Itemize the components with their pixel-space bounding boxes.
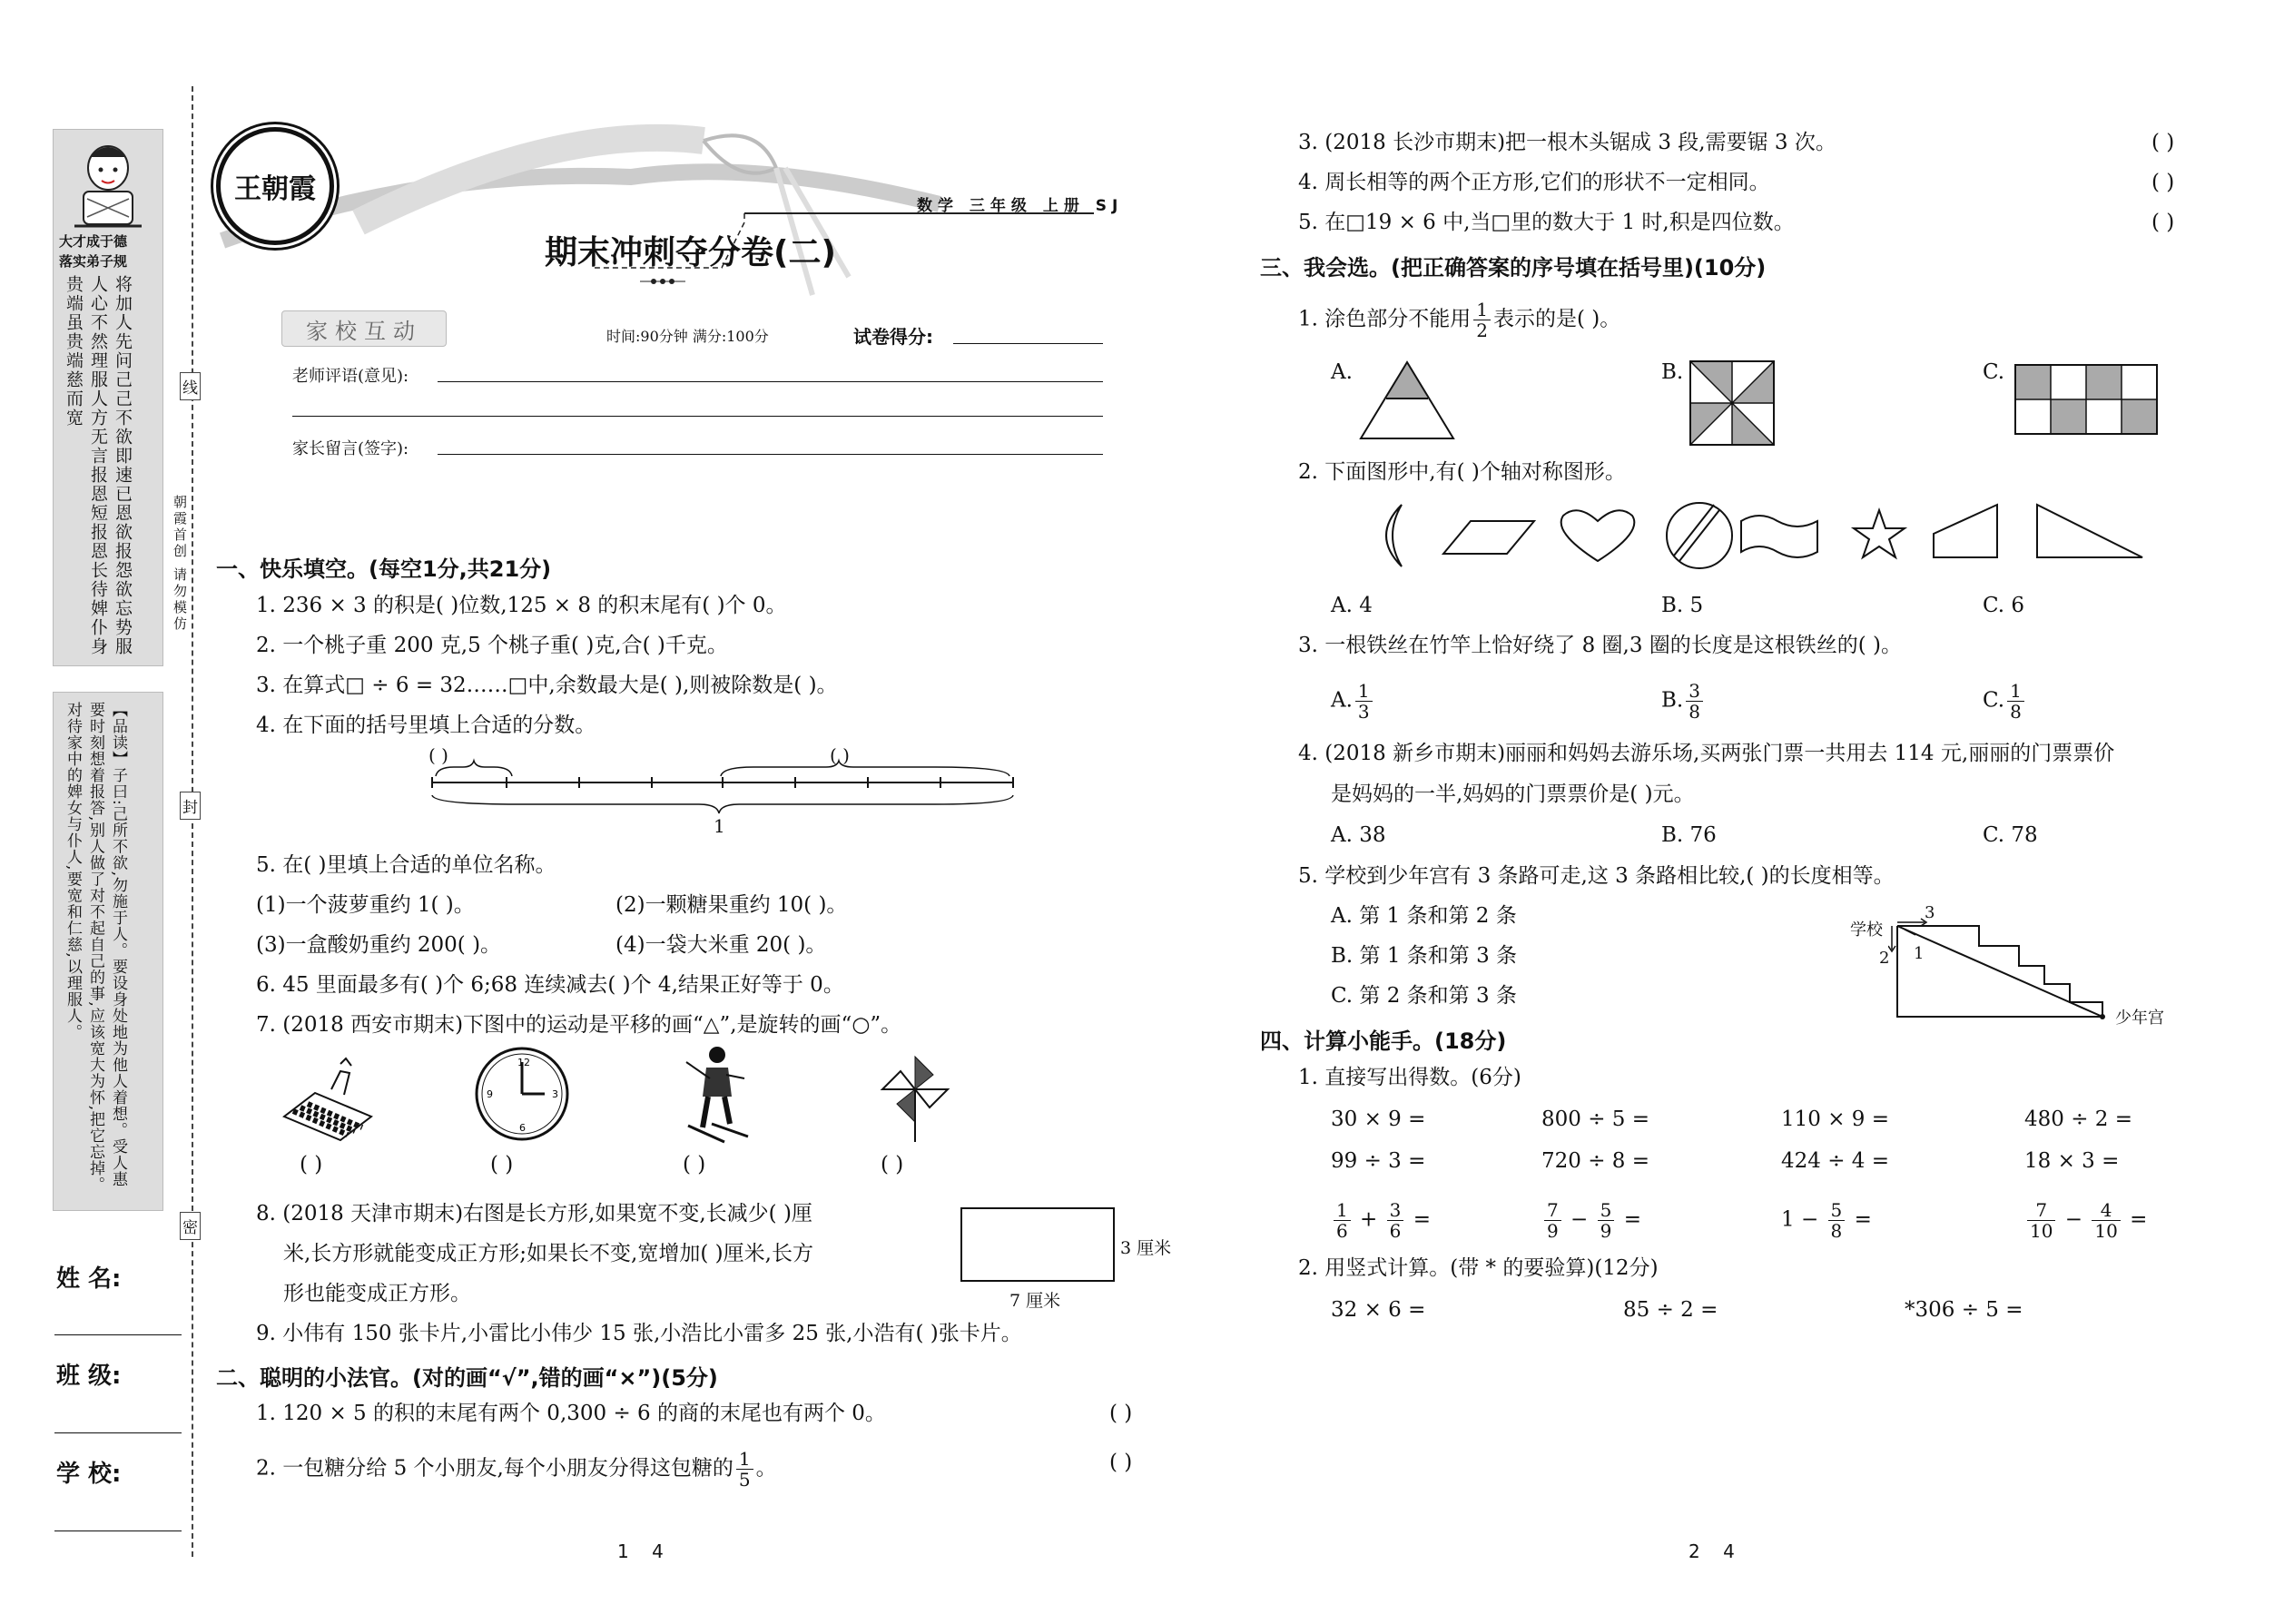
motto-box [53, 129, 163, 666]
motion-answer-2[interactable]: ( ) [490, 1153, 514, 1176]
proverb-text: 将加人先问己己不欲即速已恩欲报怨欲忘势服人心不然理服人方无言报恩短报恩长待婢仆身贵端虽贵端慈而宽 [64, 275, 133, 656]
section-2-title: 二、聪明的小法官。(对的画“√”,错的画“×”)(5分) [216, 1365, 718, 1391]
calc-row2-2: 720 ÷ 8 = [1541, 1149, 1650, 1173]
score-label: 试卷得分: [853, 326, 933, 348]
judge-4-answer[interactable]: ( ) [2151, 171, 2175, 194]
choice-5-option-b[interactable]: B. 第 1 条和第 3 条 [1331, 944, 1518, 968]
route-diagram [1888, 917, 2106, 1026]
choice-1-option-b[interactable]: B. [1661, 360, 1684, 384]
choice-5-option-a[interactable]: A. 第 1 条和第 2 条 [1331, 904, 1517, 928]
class-label: 班 级: [56, 1363, 122, 1390]
motion-answer-1[interactable]: ( ) [300, 1153, 323, 1176]
cut-mark-xian: 线 [180, 372, 201, 400]
choice-5: 5. 学校到少年宫有 3 条路可走,这 3 条路相比较,( )的长度相等。 [1298, 864, 1895, 888]
number-line [427, 744, 1026, 844]
calc-row1-4: 480 ÷ 2 = [2024, 1107, 2133, 1131]
route-2-label: 2 [1879, 949, 1890, 968]
judge-3-answer[interactable]: ( ) [2151, 131, 2175, 154]
question-1-2: 2. 一个桃子重 200 克,5 个桃子重( )克,合( )千克。 [256, 634, 728, 657]
choice-4-option-a[interactable]: A. 38 [1331, 823, 1386, 847]
judge-4: 4. 周长相等的两个正方形,它们的形状不一定相同。 [1298, 171, 1770, 194]
svg-text:12: 12 [517, 1057, 530, 1068]
header-decoration [195, 113, 1176, 322]
motto-bottom: 落实弟子规 [59, 253, 128, 270]
abacus-picture [277, 1053, 377, 1144]
parent-comment-label: 家长留言(签字): [292, 439, 409, 458]
choice-1-option-c[interactable]: C. [1983, 360, 2005, 384]
choice-3-option-a[interactable]: A. $\frac{1}{3}$ [1331, 681, 1375, 722]
question-1-6: 6. 45 里面最多有( )个 6;68 连续减去( )个 4,结果正好等于 0。 [256, 973, 844, 997]
calc-row3-2: $\frac{7}{9}$ − $\frac{5}{9}$ = [1541, 1200, 1641, 1241]
vertical-calc-1: 32 × 6 = [1331, 1298, 1426, 1322]
calc-row2-3: 424 ÷ 4 = [1781, 1149, 1890, 1173]
question-1-5-4: (4)一袋大米重 20( )。 [615, 933, 827, 957]
choice-3: 3. 一根铁丝在竹竿上恰好绕了 8 圈,3 圈的长度是这根铁丝的( )。 [1298, 634, 1903, 657]
skier-picture [679, 1042, 752, 1151]
svg-text:6: 6 [519, 1122, 526, 1134]
question-1-7: 7. (2018 西安市期末)下图中的运动是平移的画“△”,是旋转的画“○”。 [256, 1013, 902, 1037]
judge-1-answer[interactable]: ( ) [1109, 1402, 1133, 1425]
judge-2-text: 2. 一包糖分给 5 个小朋友,每个小朋友分得这包糖的 [256, 1456, 733, 1481]
question-1-1: 1. 236 × 3 的积是( )位数,125 × 8 的积末尾有( )个 0。 [256, 594, 787, 617]
one-fifth-fraction: $\frac{1}{5}$ [736, 1449, 753, 1490]
calc-row3-1: $\frac{1}{6}$ + $\frac{3}{6}$ = [1331, 1200, 1431, 1241]
sidebar [53, 129, 162, 1218]
calc-row1-2: 800 ÷ 5 = [1541, 1107, 1650, 1131]
calc-2: 2. 用竖式计算。(带 * 的要验算)(12分) [1298, 1256, 1659, 1280]
route-palace-label: 少年宫 [2115, 1009, 2164, 1028]
parent-comment-line[interactable] [438, 454, 1103, 455]
rectangle-figure [960, 1207, 1115, 1282]
option-a-triangle [1357, 359, 1457, 442]
question-1-5-1: (1)一个菠萝重约 1( )。 [256, 893, 475, 917]
section-3-title: 三、我会选。(把正确答案的序号填在括号里)(10分) [1260, 255, 1767, 281]
choice-3-option-b[interactable]: B. $\frac{3}{8}$ [1661, 681, 1706, 722]
choice-4-line-2: 是妈妈的一半,妈妈的门票票价是( )元。 [1331, 782, 1695, 806]
choice-1-option-a[interactable]: A. [1331, 360, 1353, 384]
choice-1: 1. 涂色部分不能用 $\frac{1}{2}$ 表示的是( )。 [1298, 299, 1621, 341]
section-1-title: 一、快乐填空。(每空1分,共21分) [216, 556, 552, 582]
three-eighths-fraction: $\frac{3}{8}$ [1686, 681, 1703, 722]
page-number-left: 1 4 [617, 1540, 664, 1562]
option-c-grid [2013, 363, 2159, 436]
one-half-fraction: $\frac{1}{2}$ [1473, 300, 1491, 340]
cut-mark-mi: 密 [180, 1212, 201, 1240]
choice-4-option-c[interactable]: C. 78 [1983, 823, 2038, 847]
pindu-box [53, 692, 163, 1211]
choice-4-line-1: 4. (2018 新乡市期末)丽丽和妈妈去游乐场,买两张门票一共用去 114 元,丽丽的门票票价 [1298, 742, 2115, 765]
calc-row3-4: $\frac{7}{10}$ − $\frac{4}{10}$ = [2024, 1200, 2147, 1241]
class-line[interactable] [54, 1432, 182, 1433]
question-1-8-line-3: 形也能变成正方形。 [283, 1282, 471, 1305]
choice-2-option-b[interactable]: B. 5 [1661, 594, 1704, 617]
shapes-row [1371, 499, 2151, 572]
calc-row1-3: 110 × 9 = [1781, 1107, 1890, 1131]
score-line[interactable] [953, 343, 1103, 344]
motion-answer-4[interactable]: ( ) [881, 1153, 904, 1176]
calc-row2-1: 99 ÷ 3 = [1331, 1149, 1426, 1173]
section-4-title: 四、计算小能手。(18分) [1260, 1029, 1507, 1054]
publisher-logo [216, 127, 334, 245]
name-line[interactable] [54, 1334, 182, 1335]
one-third-fraction: $\frac{1}{3}$ [1355, 681, 1373, 722]
choice-3-option-c[interactable]: C. $\frac{1}{8}$ [1983, 681, 2027, 722]
motto-top: 大才成于德 [59, 233, 128, 250]
number-line-one: 1 [714, 815, 725, 837]
jiaxiao-text: 家校互动 [306, 318, 422, 344]
question-1-8-line-2: 米,长方形就能变成正方形;如果长不变,宽增加( )厘米,长方 [283, 1242, 813, 1265]
judge-5-answer[interactable]: ( ) [2151, 211, 2175, 234]
jiaxiao-banner [281, 310, 447, 347]
cut-line [192, 86, 193, 1557]
subject-info: 数学 三年级 上册 SJ [917, 197, 1124, 215]
choice-4-option-b[interactable]: B. 76 [1661, 823, 1717, 847]
child-illustration [67, 135, 149, 235]
route-3-label: 3 [1925, 903, 1935, 922]
number-line-bracket-2[interactable]: ( ) [830, 744, 850, 766]
school-line[interactable] [54, 1530, 182, 1531]
page-title: 期末冲刺夺分卷(二) [545, 234, 836, 271]
choice-2-option-c[interactable]: C. 6 [1983, 594, 2025, 617]
question-1-5-3: (3)一盒酸奶重约 200( )。 [256, 933, 502, 957]
judge-1: 1. 120 × 5 的积的末尾有两个 0,300 ÷ 6 的商的末尾也有两个 0。 [256, 1402, 886, 1425]
question-1-3: 3. 在算式□ ÷ 6 = 32……□中,余数最大是( ),则被除数是( )。 [256, 674, 838, 697]
option-b-square [1689, 359, 1776, 447]
pinwheel-picture [879, 1053, 951, 1144]
choice-2-option-a[interactable]: A. 4 [1331, 594, 1373, 617]
vertical-calc-3: *306 ÷ 5 = [1905, 1298, 2023, 1322]
rectangle-width-label: 3 厘米 [1120, 1238, 1172, 1258]
logo-text: 王朝霞 [234, 173, 316, 205]
page-number-right: 2 4 [1689, 1540, 1735, 1562]
pindu-text: 【品读】子曰:己所不欲,勿施于人。要设身处地为他人着想。受人惠要时刻想着报答,别人做了对不起自己的事,应该宽大为怀,把它忘掉。对待家中的婢女与仆人,要宽和仁慈,以理服人。 [64, 702, 127, 1194]
calc-row1-1: 30 × 9 = [1331, 1107, 1426, 1131]
name-label: 姓 名: [56, 1265, 122, 1293]
svg-text:9: 9 [487, 1088, 493, 1100]
choice-2: 2. 下面图形中,有( )个轴对称图形。 [1298, 460, 1626, 484]
rectangle-length-label: 7 厘米 [1009, 1291, 1061, 1311]
judge-2: 2. 一包糖分给 5 个小朋友,每个小朋友分得这包糖的 $\frac{1}{5}$ 。 [256, 1448, 777, 1491]
question-1-5-2: (2)一颗糖果重约 10( )。 [615, 893, 848, 917]
calc-row3-3: 1 − $\frac{5}{8}$ = [1781, 1199, 1872, 1242]
svg-text:3: 3 [552, 1088, 558, 1100]
cut-mark-feng: 封 [180, 792, 201, 820]
clock-picture [472, 1044, 572, 1144]
judge-3: 3. (2018 长沙市期末)把一根木头锯成 3 段,需要锯 3 次。 [1298, 131, 1836, 154]
route-1-label: 1 [1914, 944, 1925, 963]
choice-5-option-c[interactable]: C. 第 2 条和第 3 条 [1331, 984, 1517, 1008]
judge-2-answer[interactable]: ( ) [1109, 1451, 1133, 1474]
vertical-calc-2: 85 ÷ 2 = [1623, 1298, 1718, 1322]
teacher-comment-line[interactable] [438, 381, 1103, 382]
teacher-comment-label: 老师评语(意见): [292, 367, 409, 386]
number-line-bracket-1[interactable]: ( ) [428, 744, 448, 766]
calc-row2-4: 18 × 3 = [2024, 1149, 2120, 1173]
time-info: 时间:90分钟 满分:100分 [606, 328, 769, 345]
question-1-8-line-1: 8. (2018 天津市期末)右图是长方形,如果宽不变,长减少( )厘 [256, 1202, 812, 1225]
one-eighth-fraction: $\frac{1}{8}$ [2007, 681, 2024, 722]
calc-1: 1. 直接写出得数。(6分) [1298, 1066, 1521, 1089]
question-1-5: 5. 在( )里填上合适的单位名称。 [256, 853, 556, 877]
motion-answer-3[interactable]: ( ) [683, 1153, 706, 1176]
school-label: 学 校: [56, 1461, 122, 1488]
question-1-4: 4. 在下面的括号里填上合适的分数。 [256, 714, 596, 737]
route-school-label: 学校 [1850, 920, 1883, 940]
judge-5: 5. 在□19 × 6 中,当□里的数大于 1 时,积是四位数。 [1298, 211, 1795, 234]
question-1-9: 9. 小伟有 150 张卡片,小雷比小伟少 15 张,小浩比小雷多 25 张,小浩有( )张卡片。 [256, 1322, 1022, 1345]
teacher-comment-line-2[interactable] [292, 416, 1103, 417]
copyright-note: 朝霞首创 请勿模仿 [172, 495, 188, 633]
